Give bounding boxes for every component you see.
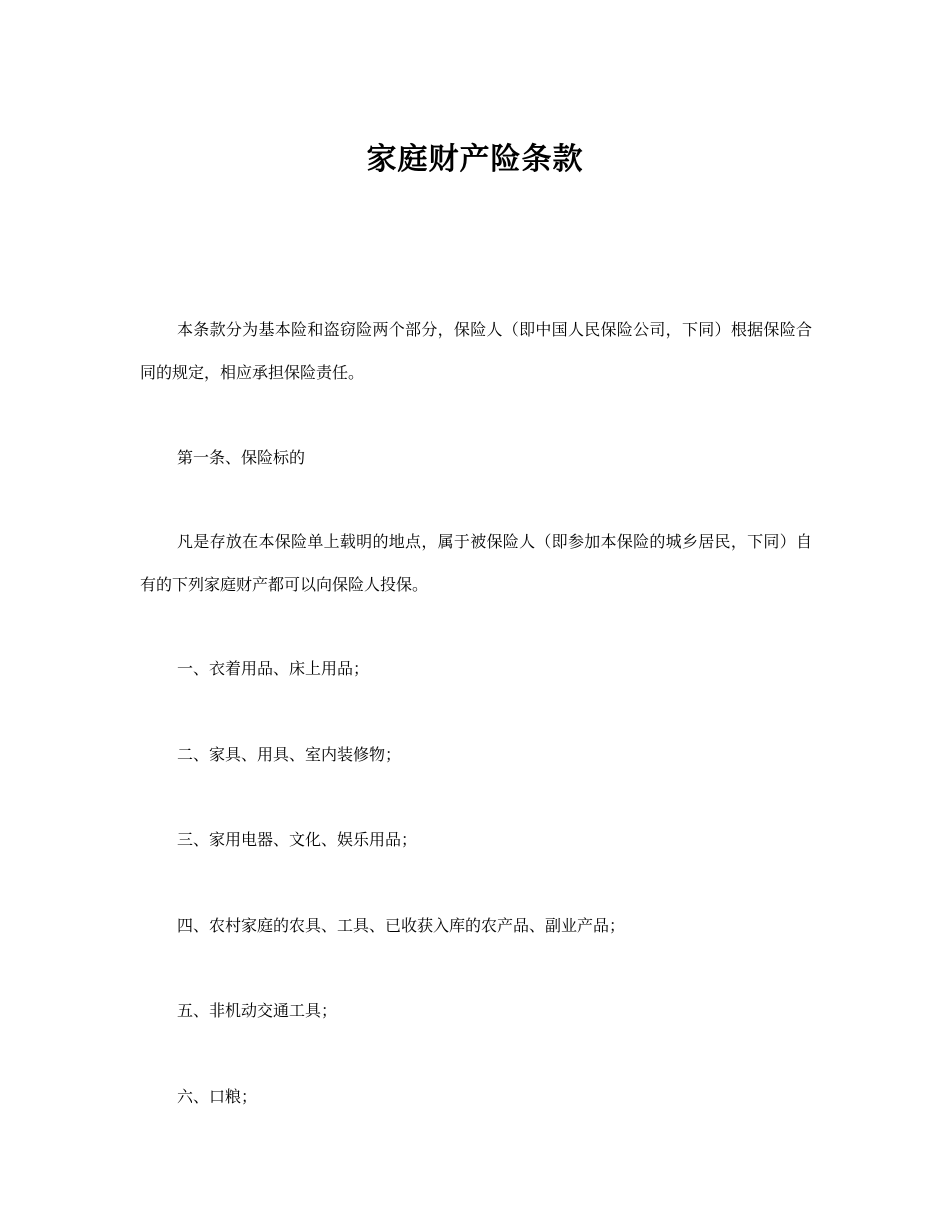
list-item: 三、家用电器、文化、娱乐用品； <box>177 832 418 849</box>
list-item: 五、非机动交通工具； <box>177 1003 338 1020</box>
list-item: 四、农村家庭的农具、工具、已收获入库的农产品、副业产品； <box>177 918 626 935</box>
list-item: 六、口粮； <box>177 1089 258 1106</box>
intro-paragraph: 本条款分为基本险和盗窃险两个部分，保险人（即中国人民保险公司，下同）根据保险合同的规定，相应承担保险责任。 <box>140 322 812 382</box>
list-item: 一、衣着用品、床上用品； <box>177 661 370 678</box>
document-title: 家庭财产险条款 <box>366 143 584 177</box>
list-item: 二、家具、用具、室内装修物； <box>177 747 402 764</box>
article-heading: 第一条、保险标的 <box>177 450 306 467</box>
article-paragraph: 凡是存放在本保险单上载明的地点，属于被保险人（即参加本保险的城乡居民，下同）自有的下列家庭财产都可以向保险人投保。 <box>140 534 812 594</box>
